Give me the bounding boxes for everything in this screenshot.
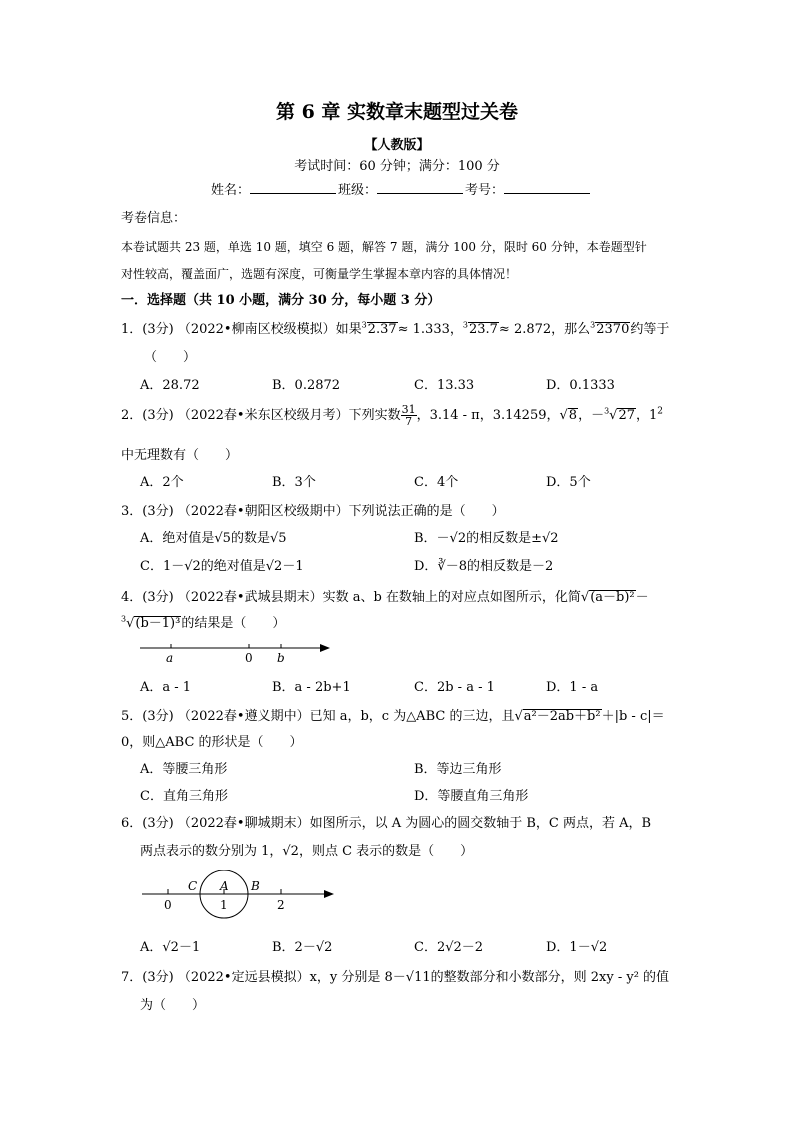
q6-label-B: B	[251, 879, 260, 893]
q2-option-d[interactable]: D．5个	[546, 475, 591, 490]
q1-tail: 约等于	[630, 322, 670, 337]
q6-option-b[interactable]: B．2－√2	[272, 940, 333, 955]
q6-axis-arrow	[324, 890, 334, 898]
q3-option-a[interactable]: A．绝对值是√5的数是√5	[140, 531, 287, 546]
q1-option-c[interactable]: C．13.33	[414, 378, 475, 393]
q1-paren: （ ）	[144, 350, 197, 365]
class-label: 班级：	[338, 183, 378, 198]
question-1: 1．(3分) （2022•柳南区校级模拟）如果$^3$2.37≈ 1.333，$^3$23.7≈ 2.872，那么$^3$2370约等于	[121, 320, 670, 337]
q4-stem: 4．(3分) （2022春•武城县期末）实数 a、b 在数轴上的对应点如图所示，化简	[121, 590, 581, 605]
q1-root-3: 2370	[596, 322, 630, 337]
q5-option-d[interactable]: D．等腰直角三角形	[414, 789, 529, 804]
q2-root-27: 27	[618, 408, 636, 423]
q6-option-d[interactable]: D．1－√2	[546, 940, 608, 955]
q4-label-0: 0	[245, 651, 253, 665]
q1-root-2: 23.7	[468, 322, 498, 337]
q1-approx-1: ≈ 1.333，	[397, 322, 463, 337]
student-info-row	[211, 181, 592, 200]
q2-option-c[interactable]: C．4个	[414, 475, 459, 490]
q3-option-b[interactable]: B．－√2的相反数是±√2	[414, 531, 559, 546]
q4-option-d[interactable]: D．1 - a	[546, 680, 599, 695]
q2-mid: ，3.14 - π，3.14259，	[416, 408, 560, 423]
q2-root-8: 8	[568, 408, 578, 423]
q1-approx-2: ≈ 2.872，那么	[498, 322, 591, 337]
q4-tail: 的结果是（ ）	[181, 616, 286, 631]
name-field[interactable]	[250, 181, 336, 194]
q4-label-b: b	[277, 651, 285, 665]
q6-option-a[interactable]: A．√2－1	[140, 940, 201, 955]
q6-line-2: 两点表示的数分别为 1，√2，则点 C 表示的数是（ ）	[140, 844, 474, 859]
q5-option-b[interactable]: B．等边三角形	[414, 762, 502, 777]
q4-option-a[interactable]: A．a - 1	[140, 680, 192, 695]
question-4: 4．(3分) （2022春•武城县期末）实数 a、b 在数轴上的对应点如图所示，化简√(a－b)²－	[121, 590, 649, 605]
page-title: 第 6 章 实数章末题型过关卷	[275, 101, 519, 123]
exam-info: 考试时间：60 分钟；满分：100 分	[294, 159, 500, 174]
q6-label-C: C	[188, 879, 198, 893]
q6-figure	[138, 870, 342, 930]
question-5: 5．(3分) （2022春•遵义期中）已知 a，b，c 为△ABC 的三边，且√a²－2ab＋b²＋|b - c|＝	[121, 709, 665, 724]
question-3: 3．(3分) （2022春•朝阳区校级期中）下列说法正确的是（ ）	[121, 504, 505, 519]
info-heading: 考卷信息：	[121, 211, 187, 226]
q4-label-a: a	[166, 651, 174, 665]
q1-stem: 1．(3分) （2022•柳南区校级模拟）如果	[121, 322, 362, 337]
q6-label-2: 2	[277, 898, 285, 912]
q4-root-2: (b－1)³	[135, 616, 181, 631]
q3-option-d[interactable]: D．∛－8的相反数是－2	[414, 559, 554, 574]
q1-root-1: 2.37	[367, 322, 397, 337]
q2-fraction: $\frac{31}{7}$	[401, 403, 416, 428]
q2-line-2: 中无理数有（ ）	[121, 448, 239, 463]
question-7: 7．(3分) （2022•定远县模拟）x，y 分别是 8－√11的整数部分和小数部分，则 2xy - y² 的值	[121, 970, 670, 985]
q5-option-c[interactable]: C．直角三角形	[140, 789, 228, 804]
info-line-1: 本卷试题共 23 题，单选 10 题，填空 6 题，解答 7 题，满分 100 分，限时 60 分钟，本卷题型针	[121, 240, 647, 254]
q6-label-A: A	[220, 879, 229, 893]
q4-line-2: $^3$√(b－1)³的结果是（ ）	[121, 614, 286, 631]
q4-option-b[interactable]: B．a - 2b+1	[272, 680, 351, 695]
section-heading: 一．选择题（共 10 小题，满分 30 分，每小题 3 分）	[121, 293, 441, 308]
q4-axis-arrow	[320, 644, 330, 652]
q4-option-c[interactable]: C．2b - a - 1	[414, 680, 495, 695]
id-field[interactable]	[504, 181, 590, 194]
q2-neg: ，－	[578, 408, 605, 423]
q2-stem: 2．(3分) （2022春•米东区校级月考）下列实数	[121, 408, 401, 423]
q5-option-a[interactable]: A．等腰三角形	[140, 762, 228, 777]
name-label: 姓名：	[211, 183, 251, 198]
q1-option-b[interactable]: B．0.2872	[272, 378, 341, 393]
q3-option-c[interactable]: C．1－√2的绝对值是√2－1	[140, 559, 304, 574]
q6-label-1: 1	[220, 898, 228, 912]
question-6: 6．(3分) （2022春•聊城期末）如图所示，以 A 为圆心的圆交数轴于 B，C 两点，若 A，B	[121, 816, 652, 831]
q4-number-line	[138, 636, 338, 668]
class-field[interactable]	[377, 181, 463, 194]
question-2: 2．(3分) （2022春•米东区校级月考）下列实数 $\frac{31}{7}$ ，3.14 - π，3.14259，√8，－$^3$√27，$1^2$	[121, 403, 664, 428]
info-line-2: 对性较高，覆盖面广，选题有深度，可衡量学生掌握本章内容的具体情况！	[121, 267, 518, 281]
q1-option-a[interactable]: A．28.72	[140, 378, 200, 393]
q7-line-2: 为（ ）	[140, 998, 206, 1013]
q5-stem: 5．(3分) （2022春•遵义期中）已知 a，b，c 为△ABC 的三边，且	[121, 709, 515, 724]
q2-option-b[interactable]: B．3个	[272, 475, 316, 490]
q5-line-2: 0，则△ABC 的形状是（ ）	[121, 735, 303, 750]
q2-end: ，1	[636, 408, 658, 423]
q4-root-1: (a－b)²	[590, 590, 635, 605]
q1-option-d[interactable]: D．0.1333	[546, 378, 615, 393]
q6-label-0: 0	[164, 898, 172, 912]
edition-label: 【人教版】	[364, 138, 430, 153]
q6-option-c[interactable]: C．2√2－2	[414, 940, 484, 955]
q5-root: a²－2ab＋b²	[523, 709, 601, 724]
q4-minus: －	[635, 590, 649, 605]
q2-option-a[interactable]: A．2个	[140, 475, 184, 490]
id-label: 考号：	[465, 183, 505, 198]
q5-tail: ＋|b - c|＝	[601, 709, 665, 724]
